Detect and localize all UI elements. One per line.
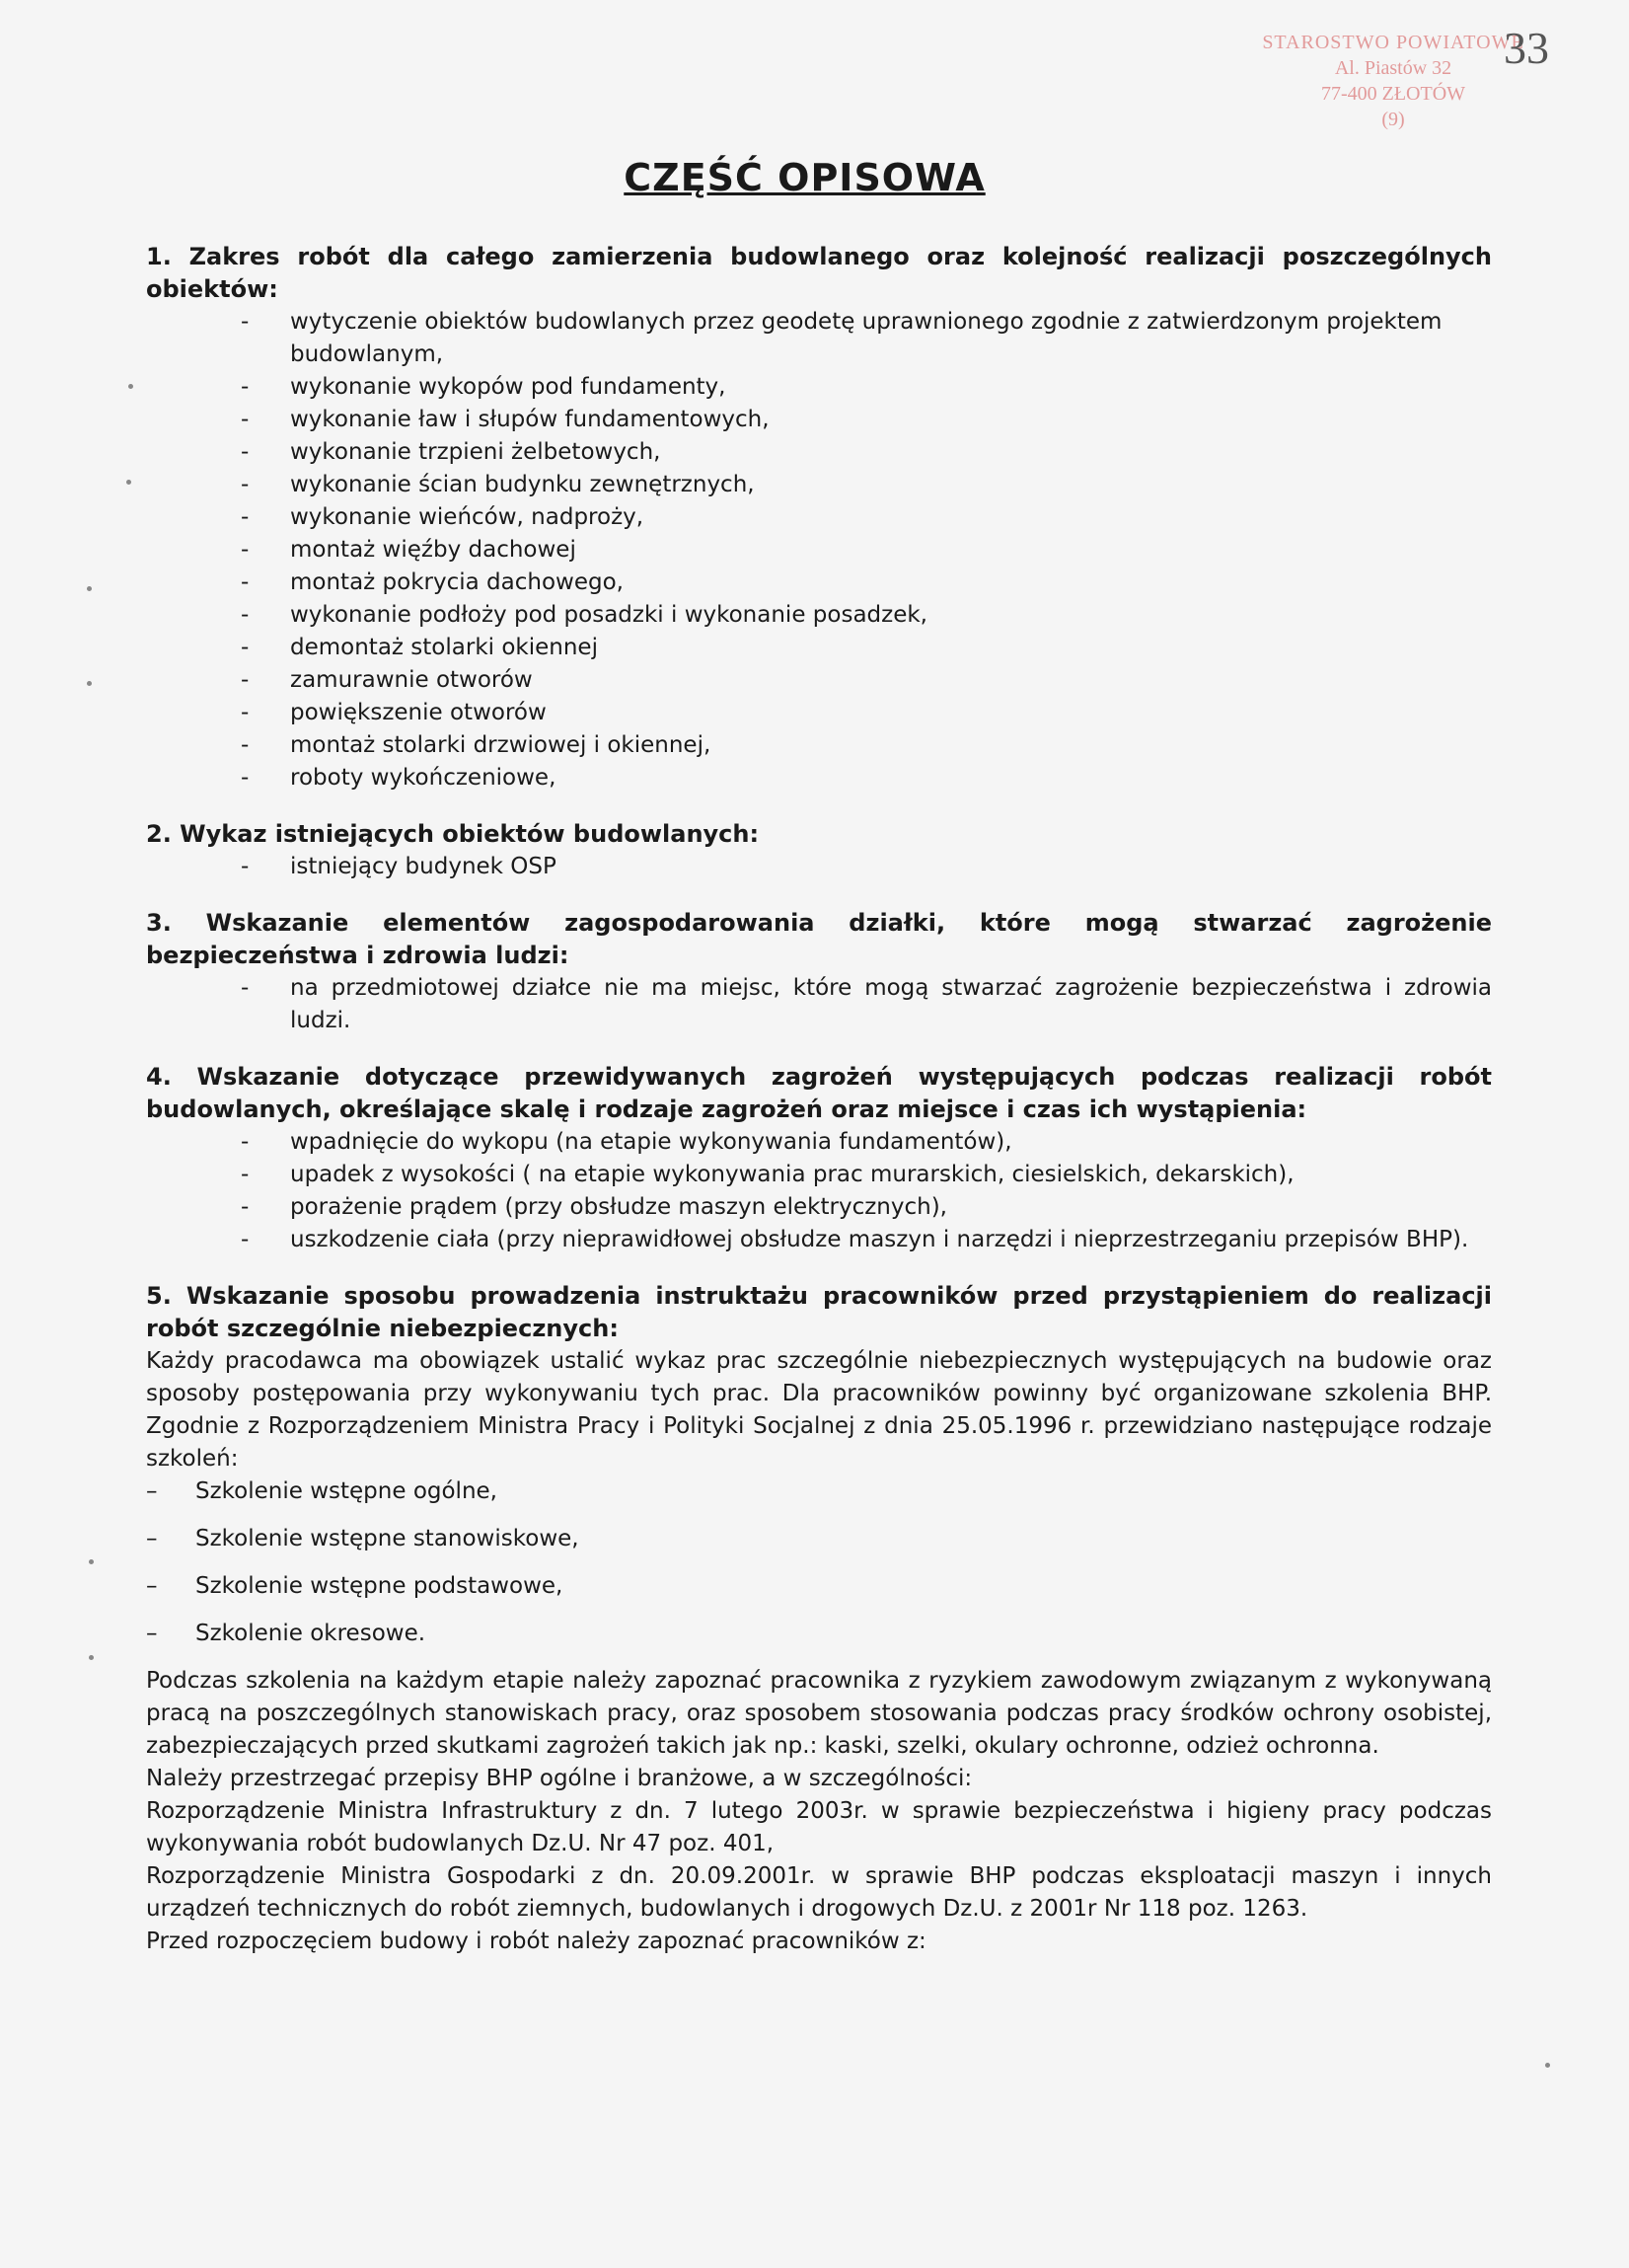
scan-mark: [89, 1655, 94, 1660]
list-item: - wykonanie trzpieni żelbetowych,: [241, 439, 661, 465]
scan-mark: [128, 384, 133, 389]
list-item: - wykonanie wykopów pod fundamenty,: [241, 374, 726, 400]
stamp-line-1: STAROSTWO POWIATOWE: [1262, 32, 1524, 53]
section-3-list: [146, 972, 1492, 1037]
page-number: 33: [1504, 23, 1549, 73]
page-title: CZĘŚĆ OPISOWA: [624, 156, 986, 199]
list-item: - montaż pokrycia dachowego,: [241, 569, 624, 595]
scan-mark: [87, 681, 92, 686]
section-4-heading: 4. Wskazanie dotyczące przewidywanych zagrożeń występujących podczas realizacji robót budowlanych, określające skalę i rodzaje zagrożeń oraz miejsce i czas ich wystąpienia:: [146, 1063, 1492, 1123]
scan-mark: [126, 480, 131, 485]
list-item: - porażenie prądem (przy obsłudze maszyn elektrycznych),: [241, 1194, 947, 1220]
list-item: – Szkolenie wstępne stanowiskowe,: [146, 1526, 579, 1551]
scan-mark: [87, 586, 92, 591]
section-5-paragraph-5: Przed rozpoczęciem budowy i robót należy zapoznać pracowników z:: [146, 1928, 926, 1954]
list-item: - upadek z wysokości ( na etapie wykonywania prac murarskich, ciesielskich, dekarskich),: [241, 1162, 1295, 1187]
list-item: - montaż stolarki drzwiowej i okiennej,: [241, 732, 711, 758]
list-item: - uszkodzenie ciała (przy nieprawidłowej obsłudze maszyn i narzędzi i nieprzestrzeganiu przepisów BHP).: [241, 1227, 1469, 1252]
section-5-paragraph-4: Rozporządzenie Ministra Gospodarki z dn. 20.09.2001r. w sprawie BHP podczas eksploatacji maszyn i innych urządzeń technicznych do robót ziemnych, budowlanych i drogowych Dz.U. z 2001r Nr 118 poz. 1263.: [146, 1863, 1492, 1922]
list-item: - wykonanie wieńców, nadproży,: [241, 504, 644, 530]
scan-mark: [89, 1559, 94, 1564]
list-item: - wpadnięcie do wykopu (na etapie wykonywania fundamentów),: [241, 1129, 1012, 1155]
list-item: – Szkolenie okresowe.: [146, 1621, 426, 1646]
list-item: - wykonanie ścian budynku zewnętrznych,: [241, 472, 755, 497]
training-list: [146, 1475, 1492, 1650]
list-item: - demontaż stolarki okiennej: [241, 635, 598, 660]
list-item: - montaż więźby dachowej: [241, 537, 576, 563]
stamp-line-2: Al. Piastów 32: [1334, 57, 1452, 79]
list-item: - istniejący budynek OSP: [241, 854, 556, 879]
list-item: - na przedmiotowej działce nie ma miejsc, które mogą stwarzać zagrożenie bezpieczeństwa i zdrowia ludzi.: [241, 975, 1492, 1033]
scan-mark: [1545, 2063, 1550, 2068]
list-item: - roboty wykończeniowe,: [241, 765, 556, 791]
office-stamp: [1245, 30, 1541, 132]
section-5-intro: Każdy pracodawca ma obowiązek ustalić wykaz prac szczególnie niebezpiecznych występujących na budowie oraz sposoby postępowania przy wykonywaniu tych prac. Dla pracowników powinny być organizowane szkolenia BHP. Zgodnie z Rozporządzeniem Ministra Pracy i Polityki Socjalnej z dnia 25.05.1996 r. przewidziano następujące rodzaje szkoleń:: [146, 1348, 1492, 1472]
section-4-list: [146, 1126, 1492, 1256]
section-5-paragraph-3: Rozporządzenie Ministra Infrastruktury z dn. 7 lutego 2003r. w sprawie bezpieczeństwa i higieny pracy podczas wykonywania robót budowlanych Dz.U. Nr 47 poz. 401,: [146, 1798, 1492, 1856]
section-5-paragraph-2: Należy przestrzegać przepisy BHP ogólne i branżowe, a w szczególności:: [146, 1766, 973, 1791]
list-item: - wytyczenie obiektów budowlanych przez geodetę uprawnionego zgodnie z zatwierdzonym projektem budowlanym,: [241, 309, 1443, 367]
section-1-heading: 1. Zakres robót dla całego zamierzenia budowlanego oraz kolejność realizacji poszczególnych obiektów:: [146, 243, 1492, 303]
stamp-line-4: (9): [1381, 109, 1405, 130]
section-2-heading: 2. Wykaz istniejących obiektów budowlanych:: [146, 820, 760, 848]
section-3-heading: 3. Wskazanie elementów zagospodarowania działki, które mogą stwarzać zagrożenie bezpieczeństwa i zdrowia ludzi:: [146, 909, 1492, 969]
list-item: – Szkolenie wstępne podstawowe,: [146, 1573, 563, 1599]
section-2-list: [146, 851, 1492, 883]
list-item: – Szkolenie wstępne ogólne,: [146, 1478, 497, 1504]
stamp-line-3: 77-400 ZŁOTÓW: [1320, 83, 1466, 105]
list-item: - wykonanie ław i słupów fundamentowych,: [241, 407, 770, 432]
section-5-paragraph-1: Podczas szkolenia na każdym etapie należy zapoznać pracownika z ryzykiem zawodowym związanym z wykonywaną pracą na poszczególnych stanowiskach pracy, oraz sposobem stosowania podczas pracy środków ochrony osobistej, zabezpieczających przed skutkami zagrożeń takich jak np.: kaski, szelki, okulary ochronne, odzież ochronna.: [146, 1668, 1492, 1759]
section-5-heading: 5. Wskazanie sposobu prowadzenia instruktażu pracowników przed przystąpieniem do realizacji robót szczególnie niebezpiecznych:: [146, 1282, 1492, 1342]
list-item: - powiększenie otworów: [241, 700, 547, 725]
list-item: - zamurawnie otworów: [241, 667, 533, 693]
section-1-list: [146, 306, 1492, 794]
list-item: - wykonanie podłoży pod posadzki i wykonanie posadzek,: [241, 602, 927, 628]
document-body: [146, 241, 1492, 1958]
